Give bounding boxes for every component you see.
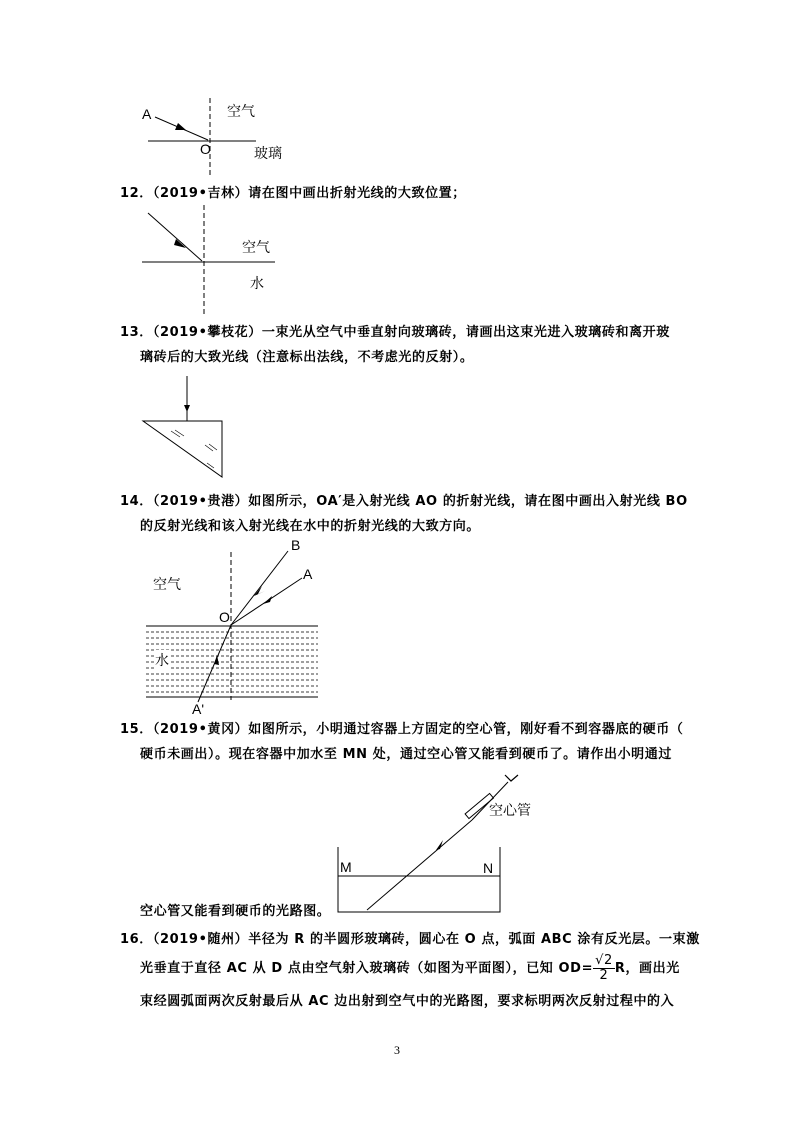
question-15-line-2: 硬币未画出）。现在容器中加水至 MN 处，通过空心管又能看到硬币了。请作出小明通过 [140,747,672,762]
fraction-numerator: √2 [595,953,613,968]
label-water-12: 水 [250,276,264,292]
label-tube: 空心管 [489,803,531,819]
question-16-line-2-a: 光垂直于直径 AC 从 D 点由空气射入玻璃砖（如图为平面图），已知 OD= [140,961,594,976]
label-a-prime: A' [192,701,205,717]
label-air-12: 空气 [242,240,270,256]
question-13-line-2: 璃砖后的大致光线（注意标出法线，不考虑光的反射）。 [140,350,474,365]
label-n: N [483,860,494,876]
question-12: 12．（2019•吉林）请在图中画出折射光线的大致位置； [120,186,466,201]
question-14-line-2: 的反射光线和该入射光线在水中的折射光线的大致方向。 [140,519,481,534]
question-15-line-1: 15．（2019•黄冈）如图所示，小明通过容器上方固定的空心管，刚好看不到容器底的硬币（ [120,722,684,737]
question-16-line-1: 16．（2019•随州）半径为 R 的半圆形玻璃砖，圆心在 O 点，弧面 ABC 涂有反光层。一束激 [120,932,700,947]
label-m: M [340,859,352,875]
question-16-line-3: 束经圆弧面两次反射最后从 AC 边出射到空气中的光路图，要求标明两次反射过程中的入 [140,994,675,1009]
label-o: O [200,141,211,157]
question-16-line-2-b: R，画出光 [614,961,680,976]
fraction-denominator: 2 [599,968,609,983]
question-13-line-1: 13．（2019•攀枝花）一束光从空气中垂直射向玻璃砖，请画出这束光进入玻璃砖和离开玻 [120,325,670,340]
label-air: 空气 [227,104,255,120]
label-o: O [219,609,230,625]
fraction-sqrt2-over-2 [593,954,615,983]
question-14-line-1: 14．（2019•贵港）如图所示，OA′是入射光线 AO 的折射光线，请在图中画出入射光线 BO [120,494,688,509]
question-15-line-3: 空心管又能看到硬币的光路图。 [140,904,331,919]
page-number: 3 [394,1043,400,1057]
label-b: B [291,537,301,553]
label-a: A [303,566,313,582]
label-glass: 玻璃 [254,146,282,162]
label-a: A [142,106,152,122]
question-16-line-2 [140,954,680,983]
label-air-14: 空气 [153,577,181,593]
label-water-14: 水 [154,650,170,670]
